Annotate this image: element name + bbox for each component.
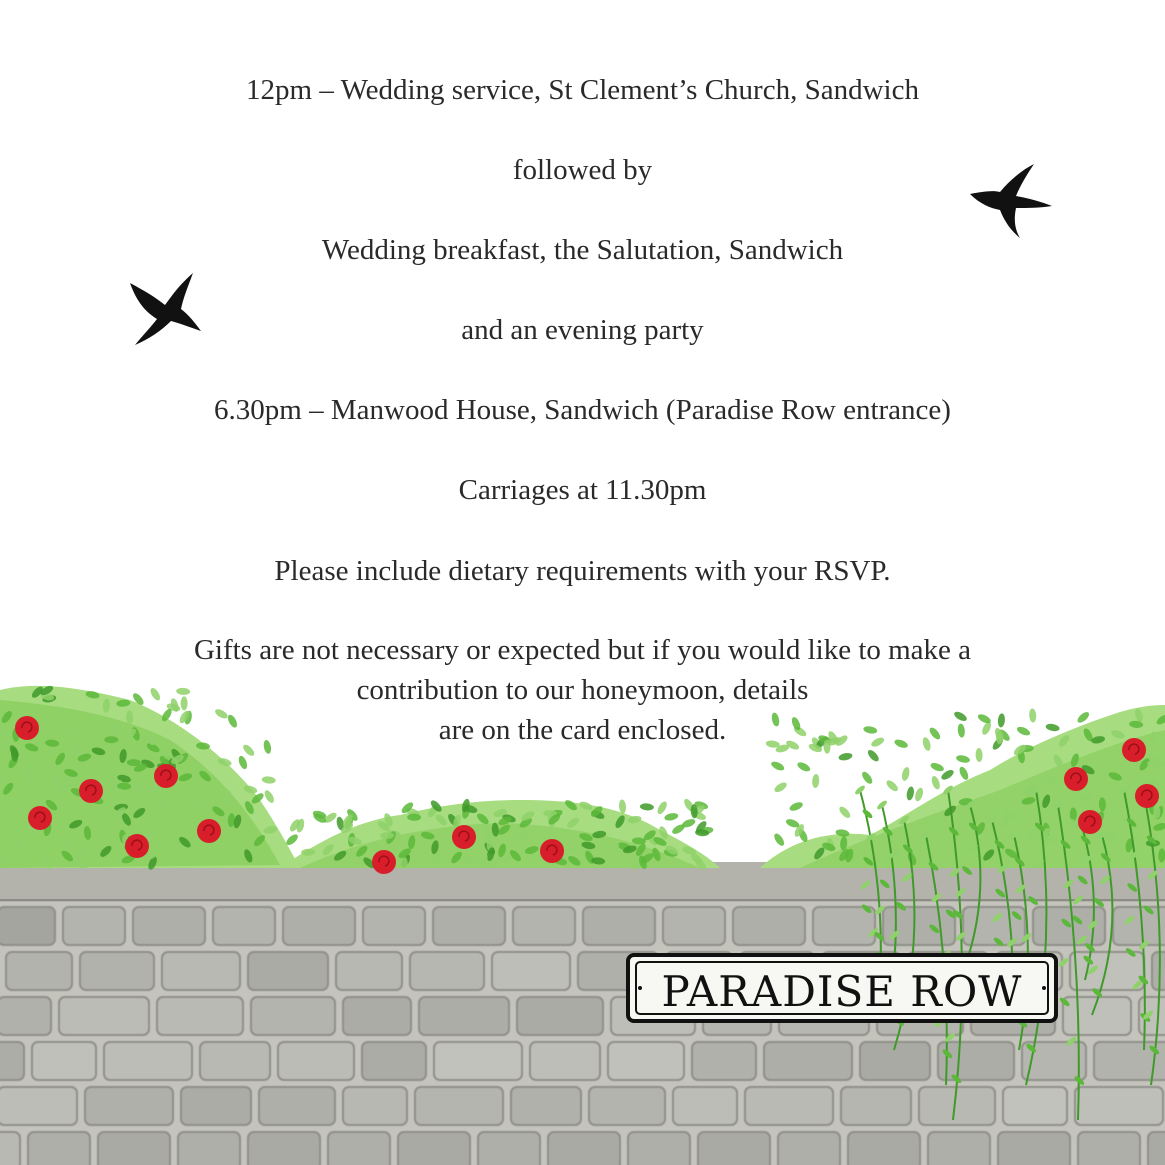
leaf xyxy=(237,755,249,771)
leaf xyxy=(261,776,276,784)
street-sign xyxy=(628,955,1056,1021)
leaf xyxy=(618,799,626,814)
vine-leaf xyxy=(854,784,866,796)
leaf xyxy=(838,752,853,762)
leaf xyxy=(975,748,982,762)
rose xyxy=(540,839,564,863)
wall-brick xyxy=(162,952,240,990)
leaf xyxy=(885,779,900,794)
schedule-line-followed-by: followed by xyxy=(512,154,653,186)
wall-brick xyxy=(80,952,154,990)
wall-brick xyxy=(0,1132,20,1165)
wall-brick xyxy=(213,907,275,945)
wall-brick xyxy=(328,1132,390,1165)
leaf xyxy=(929,761,945,773)
wall-brick xyxy=(178,1132,240,1165)
wall-brick xyxy=(492,952,570,990)
wall-brick xyxy=(181,1087,251,1125)
gifts-note-line-2: contribution to our honeymoon, details xyxy=(356,674,809,706)
wall-brick xyxy=(848,1132,920,1165)
wall-brick xyxy=(778,1132,840,1165)
wall-brick xyxy=(343,1087,407,1125)
wall-brick xyxy=(1070,952,1144,990)
wall-brick xyxy=(938,1042,1014,1080)
wall-brick xyxy=(548,1132,620,1165)
wall-brick xyxy=(733,907,805,945)
wall-brick xyxy=(511,1087,581,1125)
schedule-line-service: 12pm – Wedding service, St Clement’s Church, Sandwich xyxy=(246,74,919,106)
leaf xyxy=(664,812,679,822)
wall-brick xyxy=(0,1042,24,1080)
wall-brick xyxy=(6,952,72,990)
wall-brick xyxy=(98,1132,170,1165)
wall-brick xyxy=(883,907,955,945)
rose xyxy=(79,779,103,803)
wall-brick xyxy=(589,1087,665,1125)
wall-brick xyxy=(813,907,875,945)
leaf xyxy=(866,748,881,763)
wall-brick xyxy=(698,1132,770,1165)
wall-brick xyxy=(157,997,243,1035)
schedule-line-carriages: Carriages at 11.30pm xyxy=(458,474,707,506)
wall-brick xyxy=(398,1132,470,1165)
wall-brick xyxy=(434,1042,522,1080)
leaf xyxy=(901,766,911,781)
wall-brick xyxy=(1003,1087,1067,1125)
rsvp-note: Please include dietary requirements with your RSVP. xyxy=(274,555,891,587)
wall-brick xyxy=(410,952,484,990)
leaf xyxy=(772,832,786,848)
wall-brick xyxy=(608,1042,684,1080)
leaf xyxy=(796,761,812,774)
leaf xyxy=(263,789,276,805)
wall-brick xyxy=(928,1132,990,1165)
wall-brick xyxy=(692,1042,756,1080)
leaf xyxy=(773,781,789,794)
wall-brick xyxy=(0,997,51,1035)
wall-brick xyxy=(419,997,509,1035)
wall-brick xyxy=(63,907,125,945)
wall-brick xyxy=(1075,1087,1163,1125)
wall-brick xyxy=(1078,1132,1140,1165)
wall-brick xyxy=(583,907,655,945)
leaf xyxy=(770,760,786,772)
wall-brick xyxy=(259,1087,335,1125)
gifts-note-line-3: are on the card enclosed. xyxy=(438,714,727,746)
wall-brick xyxy=(745,1087,833,1125)
wall-brick xyxy=(513,907,575,945)
rose xyxy=(1064,767,1088,791)
leaf xyxy=(930,775,941,791)
leaf xyxy=(656,800,669,816)
wall-brick xyxy=(32,1042,96,1080)
rose xyxy=(28,806,52,830)
wall-brick xyxy=(278,1042,354,1080)
wall-brick xyxy=(0,907,55,945)
leaf xyxy=(958,765,970,781)
leaf xyxy=(906,786,915,801)
rose xyxy=(197,819,221,843)
rose xyxy=(1135,784,1159,808)
wall-brick xyxy=(362,1042,426,1080)
wall-brick xyxy=(1148,1132,1165,1165)
wall-brick xyxy=(104,1042,192,1080)
gifts-note-line-1: Gifts are not necessary or expected but if you would like to make a xyxy=(193,634,972,666)
leaf xyxy=(860,770,874,785)
wall-brick xyxy=(517,997,603,1035)
wall-brick xyxy=(998,1132,1070,1165)
wall-brick xyxy=(248,952,328,990)
wall-brick xyxy=(415,1087,503,1125)
leaf xyxy=(788,801,804,813)
wall-brick xyxy=(343,997,411,1035)
wall-brick xyxy=(764,1042,852,1080)
wall-brick xyxy=(59,997,149,1035)
wall-brick xyxy=(841,1087,911,1125)
wall-brick xyxy=(336,952,402,990)
wall-brick xyxy=(673,1087,737,1125)
rose xyxy=(372,850,396,874)
wall-brick xyxy=(628,1132,690,1165)
leaf xyxy=(955,754,970,764)
schedule-line-manwood-house: 6.30pm – Manwood House, Sandwich (Paradise Row entrance) xyxy=(214,394,951,426)
street-sign-text: PARADISE ROW xyxy=(661,967,1023,1016)
wall-brick xyxy=(433,907,505,945)
wall-brick xyxy=(530,1042,600,1080)
wall-brick xyxy=(1113,907,1165,945)
wall-brick xyxy=(28,1132,90,1165)
wall-brick xyxy=(85,1087,173,1125)
leaf xyxy=(812,774,820,788)
leaf xyxy=(914,787,925,802)
rose xyxy=(125,834,149,858)
wall-brick xyxy=(133,907,205,945)
rose xyxy=(1078,810,1102,834)
leaf xyxy=(640,803,655,811)
rose xyxy=(154,764,178,788)
rose xyxy=(452,825,476,849)
wall-brick xyxy=(248,1132,320,1165)
wall-brick xyxy=(0,1087,77,1125)
schedule-line-breakfast: Wedding breakfast, the Salutation, Sandwich xyxy=(321,234,844,266)
wall-brick xyxy=(663,907,725,945)
wall-brick xyxy=(251,997,335,1035)
wall-brick xyxy=(283,907,355,945)
leaf xyxy=(837,805,852,820)
wall-brick xyxy=(478,1132,540,1165)
wall-brick xyxy=(200,1042,270,1080)
wall-brick xyxy=(363,907,425,945)
schedule-line-evening-party: and an evening party xyxy=(461,314,704,346)
wall-brick xyxy=(1152,952,1165,990)
